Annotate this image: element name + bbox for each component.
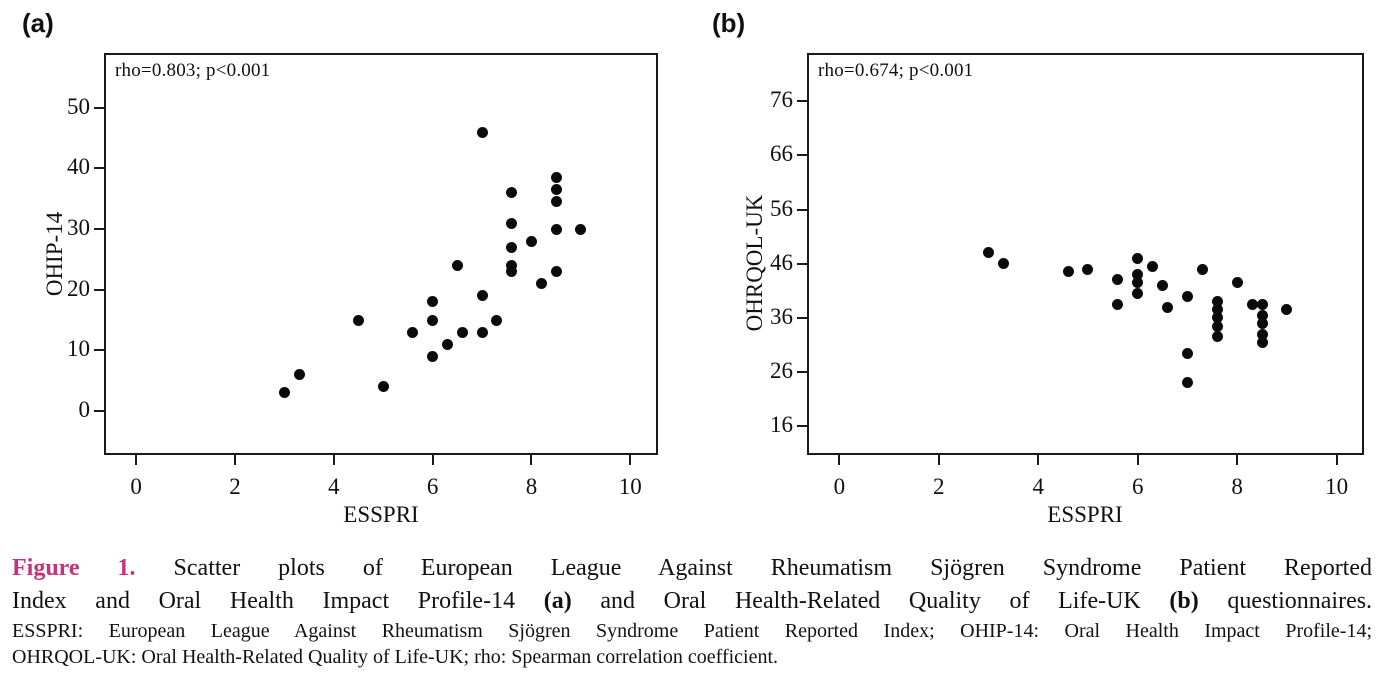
figure-number-label: Figure 1.	[12, 555, 136, 581]
x-tick-label: 6	[1131, 474, 1144, 499]
caption-abbreviations-2: OHRQOL-UK: Oral Health-Related Quality of Life-UK; rho: Spearman correlation coefficient.	[12, 646, 779, 668]
scatter-point	[1257, 299, 1268, 310]
y-axis-label-a: OHIP-14	[42, 211, 67, 297]
scatter-point	[1182, 348, 1193, 359]
x-tick-mark	[333, 455, 335, 465]
scatter-point	[1132, 253, 1143, 264]
x-tick-mark	[530, 455, 532, 465]
x-tick-mark	[838, 455, 840, 465]
scatter-point	[1082, 264, 1093, 275]
caption-text-2a: Index and Oral Health Impact Profile-14	[12, 588, 516, 614]
scatter-point	[477, 327, 488, 338]
scatter-point	[407, 327, 418, 338]
figure-caption	[12, 552, 1372, 670]
y-tick-label: 16	[770, 412, 793, 438]
x-tick-mark	[938, 455, 940, 465]
caption-line-1	[12, 552, 1372, 585]
caption-text-2b: and Oral Health-Related Quality of Life-UK	[600, 588, 1141, 614]
scatter-point	[506, 242, 517, 253]
scatter-point	[551, 266, 562, 277]
x-tick-label: 8	[1231, 474, 1243, 499]
x-tick-mark	[234, 455, 236, 465]
caption-text-2c: questionnaires.	[1227, 588, 1373, 614]
scatter-point	[551, 196, 562, 207]
x-tick-mark	[432, 455, 434, 465]
scatter-point	[506, 187, 517, 198]
correlation-annotation-b: rho=0.674; p<0.001	[818, 60, 974, 81]
scatter-point	[506, 218, 517, 229]
y-tick-label: 36	[770, 303, 793, 329]
y-tick-label: 20	[67, 275, 90, 301]
scatter-plot-a	[67, 53, 658, 499]
x-tick-mark	[1137, 455, 1139, 465]
x-tick-label: 0	[130, 474, 142, 499]
scatter-point	[983, 247, 994, 258]
y-tick-label: 30	[67, 215, 90, 241]
scatter-point	[1212, 331, 1223, 342]
y-tick-mark	[797, 263, 807, 265]
correlation-annotation-a: rho=0.803; p<0.001	[115, 60, 271, 81]
x-axis-label-a: ESSPRI	[343, 502, 419, 527]
x-tick-mark	[1236, 455, 1238, 465]
y-tick-mark	[797, 425, 807, 427]
y-tick-mark	[797, 154, 807, 156]
y-tick-label: 10	[67, 336, 90, 362]
scatter-point	[1063, 266, 1074, 277]
scatter-point	[442, 339, 453, 350]
scatter-point	[1162, 302, 1173, 313]
scatter-point	[1132, 277, 1143, 288]
caption-panel-ref-b: (b)	[1169, 588, 1199, 614]
y-tick-mark	[797, 317, 807, 319]
y-axis-label-b: OHRQOL-UK	[742, 194, 767, 332]
y-tick-label: 46	[770, 249, 793, 275]
scatter-point	[506, 266, 517, 277]
y-tick-label: 66	[770, 141, 793, 167]
scatter-point	[1147, 261, 1158, 272]
scatter-point	[1132, 288, 1143, 299]
scatter-point	[526, 236, 537, 247]
scatter-point	[477, 290, 488, 301]
x-tick-label: 0	[833, 474, 846, 499]
scatter-point	[551, 224, 562, 235]
scatter-point	[551, 172, 562, 183]
caption-line-2	[12, 585, 1372, 618]
scatter-point	[1247, 299, 1258, 310]
y-tick-label: 40	[67, 154, 90, 180]
y-tick-mark	[797, 100, 807, 102]
x-tick-label: 8	[525, 474, 538, 499]
y-tick-label: 76	[770, 87, 793, 113]
scatter-point	[1197, 264, 1208, 275]
x-tick-mark	[135, 455, 137, 465]
x-tick-label: 6	[426, 474, 439, 499]
caption-text-1: Scatter plots of European League Against Rheumatism Sjögren Syndrome Patient Reported	[173, 555, 1373, 581]
y-tick-mark	[94, 349, 104, 351]
scatter-point	[1257, 318, 1268, 329]
x-tick-mark	[1336, 455, 1338, 465]
plot-area-a	[67, 55, 656, 499]
scatter-point	[427, 351, 438, 362]
y-tick-mark	[94, 289, 104, 291]
scatter-plot-b	[770, 53, 1364, 499]
scatter-point	[1112, 299, 1123, 310]
x-tick-label: 2	[933, 474, 945, 499]
scatter-point	[1281, 304, 1292, 315]
scatter-point	[1182, 291, 1193, 302]
scatter-point	[998, 258, 1009, 269]
scatter-point	[353, 315, 364, 326]
y-tick-label: 50	[67, 93, 90, 119]
x-tick-label: 4	[1032, 474, 1044, 499]
y-tick-mark	[797, 209, 807, 211]
y-tick-label: 56	[770, 195, 793, 221]
scatter-point	[457, 327, 468, 338]
x-tick-mark	[1037, 455, 1039, 465]
scatter-point	[1112, 274, 1123, 285]
scatter-point	[452, 260, 463, 271]
caption-panel-ref-a: (a)	[543, 588, 572, 614]
scatter-point	[1157, 280, 1168, 291]
y-tick-mark	[94, 410, 104, 412]
scatter-point	[1257, 337, 1268, 348]
panel-a-label: (a)	[22, 8, 54, 38]
y-tick-mark	[94, 107, 104, 109]
scatter-point	[575, 224, 586, 235]
y-tick-mark	[94, 228, 104, 230]
y-tick-mark	[94, 167, 104, 169]
scatter-point	[491, 315, 502, 326]
y-tick-label: 0	[78, 397, 90, 423]
scatter-point	[1182, 377, 1193, 388]
x-tick-label: 4	[328, 474, 340, 499]
scatter-point	[427, 315, 438, 326]
scatter-point	[427, 296, 438, 307]
plot-area-b	[770, 55, 1362, 499]
scatter-point	[477, 127, 488, 138]
scatter-point	[279, 387, 290, 398]
x-tick-mark	[629, 455, 631, 465]
x-tick-label: 10	[618, 474, 642, 499]
scatter-point	[536, 278, 547, 289]
y-tick-label: 26	[770, 358, 793, 384]
scatter-point	[378, 381, 389, 392]
panel-b-label: (b)	[712, 8, 746, 38]
scatter-point	[1232, 277, 1243, 288]
x-axis-label-b: ESSPRI	[1047, 502, 1123, 527]
y-tick-mark	[797, 371, 807, 373]
caption-abbreviations-1: ESSPRI: European League Against Rheumatism Sjögren Syndrome Patient Reported Index; OHIP-14: Oral Health Impact Profile-14;	[12, 620, 1372, 642]
x-tick-label: 2	[229, 474, 241, 499]
x-tick-label: 10	[1325, 474, 1349, 499]
scatter-point	[1212, 321, 1223, 332]
scatter-point	[551, 184, 562, 195]
scatter-point	[294, 369, 305, 380]
